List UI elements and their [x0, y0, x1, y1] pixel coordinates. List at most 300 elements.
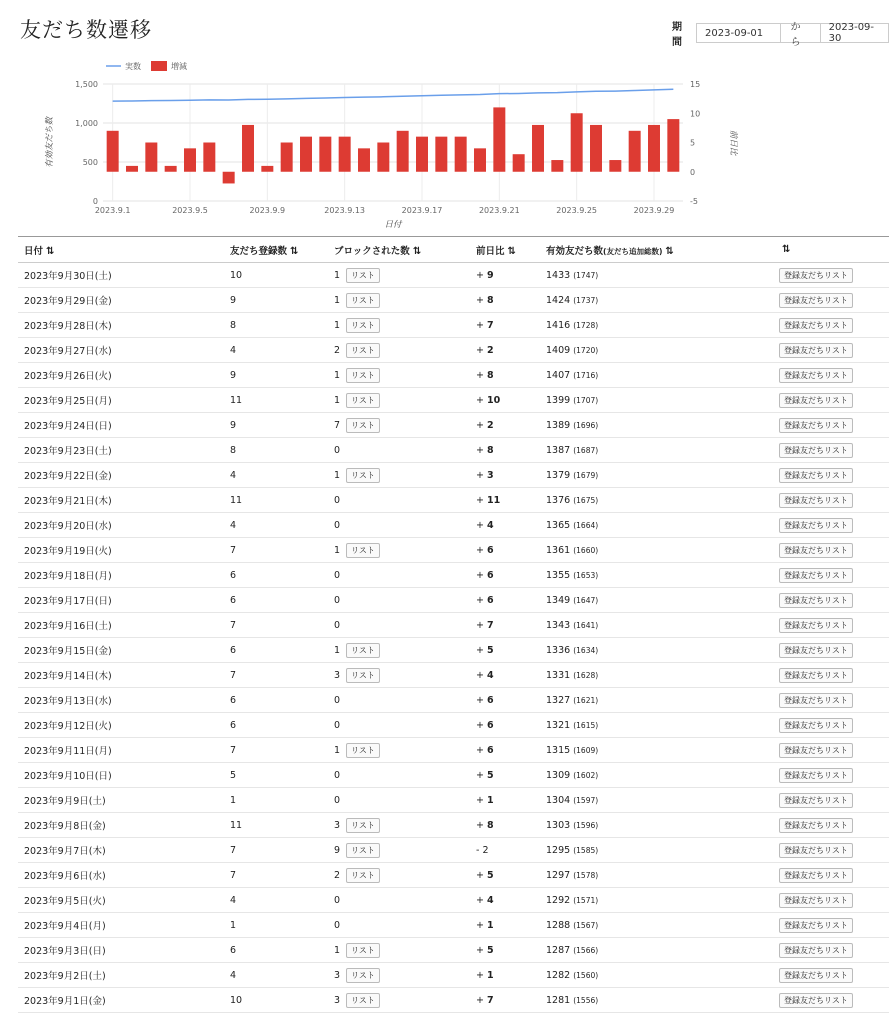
chart-bar	[590, 125, 602, 172]
cell-valid	[540, 988, 773, 1013]
friends-table	[18, 236, 889, 1013]
cell-actions	[773, 388, 889, 413]
cell-date: 2023年9月22日(金)	[18, 463, 224, 488]
chart-bar	[532, 125, 544, 172]
blocked-count: 0	[334, 519, 341, 531]
cell-diff	[470, 288, 540, 313]
friends-list-button[interactable]: 登録友だちリスト	[779, 943, 853, 958]
total-added: (1634)	[573, 645, 599, 655]
cell-valid	[540, 688, 773, 713]
header-date-label: 日付	[24, 245, 44, 257]
blocked-list-button[interactable]: リスト	[346, 543, 380, 558]
chart-bar	[242, 125, 254, 172]
friends-list-button[interactable]: 登録友だちリスト	[779, 418, 853, 433]
cell-valid	[540, 663, 773, 688]
cell-registrations: 7	[224, 538, 328, 563]
blocked-count: 3	[334, 819, 341, 831]
cell-actions	[773, 738, 889, 763]
header-registrations[interactable]	[224, 237, 328, 263]
blocked-list-button[interactable]: リスト	[346, 818, 380, 833]
cell-registrations: 4	[224, 463, 328, 488]
cell-valid	[540, 863, 773, 888]
blocked-count: 0	[334, 794, 341, 806]
blocked-list-button[interactable]: リスト	[346, 293, 380, 308]
valid-count: 1407	[546, 369, 571, 381]
cell-blocked	[328, 438, 470, 463]
blocked-count: 1	[334, 469, 341, 481]
friends-list-button[interactable]: 登録友だちリスト	[779, 968, 853, 983]
total-added: (1560)	[573, 970, 599, 980]
sort-icon[interactable]: ⇅	[412, 245, 422, 257]
blocked-list-button[interactable]: リスト	[346, 968, 380, 983]
diff-value: 11	[487, 494, 501, 506]
total-added: (1621)	[573, 695, 599, 705]
blocked-list-button[interactable]: リスト	[346, 368, 380, 383]
cell-diff	[470, 413, 540, 438]
blocked-count: 3	[334, 669, 341, 681]
diff-sign: +	[476, 319, 484, 331]
cell-blocked	[328, 863, 470, 888]
table-row	[18, 863, 889, 888]
cell-diff	[470, 938, 540, 963]
friends-list-button[interactable]: 登録友だちリスト	[779, 818, 853, 833]
cell-blocked	[328, 788, 470, 813]
header-registrations-label: 友だち登録数	[230, 245, 288, 257]
cell-registrations: 7	[224, 838, 328, 863]
header-blocked-label: ブロックされた数	[334, 245, 410, 257]
diff-sign: +	[476, 444, 484, 456]
valid-count: 1409	[546, 344, 571, 356]
cell-diff	[470, 813, 540, 838]
blocked-list-button[interactable]: リスト	[346, 418, 380, 433]
cell-date: 2023年9月29日(金)	[18, 288, 224, 313]
cell-valid	[540, 588, 773, 613]
diff-sign: +	[476, 294, 484, 306]
blocked-count: 0	[334, 894, 341, 906]
diff-value: 6	[487, 594, 494, 606]
friends-list-button[interactable]: 登録友だちリスト	[779, 718, 853, 733]
valid-count: 1399	[546, 394, 571, 406]
diff-sign: +	[476, 394, 484, 406]
cell-actions	[773, 663, 889, 688]
table-row	[18, 813, 889, 838]
diff-value: 1	[487, 969, 494, 981]
friends-list-button[interactable]: 登録友だちリスト	[779, 793, 853, 808]
cell-date: 2023年9月3日(日)	[18, 938, 224, 963]
friends-list-button[interactable]: 登録友だちリスト	[779, 643, 853, 658]
date-to-input[interactable]: 2023-09-30	[820, 23, 889, 43]
cell-diff	[470, 963, 540, 988]
diff-value: 10	[487, 394, 501, 406]
cell-date: 2023年9月24日(日)	[18, 413, 224, 438]
cell-blocked	[328, 663, 470, 688]
total-added: (1647)	[573, 595, 599, 605]
valid-count: 1281	[546, 994, 571, 1006]
friends-list-button[interactable]: 登録友だちリスト	[779, 518, 853, 533]
cell-actions	[773, 763, 889, 788]
cell-date: 2023年9月1日(金)	[18, 988, 224, 1013]
table-row	[18, 688, 889, 713]
cell-blocked	[328, 913, 470, 938]
valid-count: 1303	[546, 819, 571, 831]
total-added: (1602)	[573, 770, 599, 780]
cell-date: 2023年9月12日(火)	[18, 713, 224, 738]
chart-bar	[474, 148, 486, 171]
friends-list-button[interactable]: 登録友だちリスト	[779, 318, 853, 333]
chart-bar	[551, 160, 563, 172]
total-added: (1747)	[573, 270, 599, 280]
cell-valid	[540, 463, 773, 488]
cell-registrations: 7	[224, 738, 328, 763]
blocked-count: 0	[334, 769, 341, 781]
blocked-count: 1	[334, 744, 341, 756]
friends-list-button[interactable]: 登録友だちリスト	[779, 368, 853, 383]
friends-list-button[interactable]: 登録友だちリスト	[779, 743, 853, 758]
cell-date: 2023年9月15日(金)	[18, 638, 224, 663]
valid-count: 1288	[546, 919, 571, 931]
cell-registrations: 10	[224, 263, 328, 288]
cell-actions	[773, 788, 889, 813]
valid-count: 1349	[546, 594, 571, 606]
cell-blocked	[328, 338, 470, 363]
cell-blocked	[328, 488, 470, 513]
friends-list-button[interactable]: 登録友だちリスト	[779, 268, 853, 283]
cell-date: 2023年9月6日(水)	[18, 863, 224, 888]
cell-valid	[540, 838, 773, 863]
cell-valid	[540, 613, 773, 638]
diff-value: 6	[487, 744, 494, 756]
blocked-count: 1	[334, 319, 341, 331]
friends-list-button[interactable]: 登録友だちリスト	[779, 893, 853, 908]
valid-count: 1321	[546, 719, 571, 731]
chart-bar	[107, 131, 119, 172]
diff-value: 1	[487, 794, 494, 806]
date-from-input[interactable]: 2023-09-01	[696, 23, 781, 43]
valid-count: 1424	[546, 294, 571, 306]
table-row	[18, 488, 889, 513]
blocked-list-button[interactable]: リスト	[346, 943, 380, 958]
cell-actions	[773, 438, 889, 463]
valid-count: 1315	[546, 744, 571, 756]
total-added: (1628)	[573, 670, 599, 680]
cell-valid	[540, 338, 773, 363]
legend-bar-swatch	[151, 61, 167, 71]
cell-registrations: 8	[224, 313, 328, 338]
cell-actions	[773, 713, 889, 738]
diff-sign: +	[476, 469, 484, 481]
cell-date: 2023年9月25日(月)	[18, 388, 224, 413]
friends-list-button[interactable]: 登録友だちリスト	[779, 993, 853, 1008]
x-tick-label: 2023.9.29	[633, 206, 675, 215]
cell-blocked	[328, 688, 470, 713]
table-row	[18, 563, 889, 588]
chart-bar	[667, 119, 679, 172]
y-right-tick-label: 15	[690, 80, 701, 89]
total-added: (1707)	[573, 395, 599, 405]
table-row	[18, 788, 889, 813]
cell-valid	[540, 888, 773, 913]
cell-valid	[540, 313, 773, 338]
cell-actions	[773, 888, 889, 913]
valid-count: 1433	[546, 269, 571, 281]
diff-sign: +	[476, 919, 484, 931]
cell-registrations: 6	[224, 713, 328, 738]
cell-registrations: 1	[224, 913, 328, 938]
cell-valid	[540, 263, 773, 288]
cell-actions	[773, 963, 889, 988]
cell-actions	[773, 838, 889, 863]
blocked-list-button[interactable]: リスト	[346, 743, 380, 758]
table-row	[18, 913, 889, 938]
legend-label: 増減	[171, 62, 187, 71]
table-row	[18, 513, 889, 538]
cell-date: 2023年9月10日(日)	[18, 763, 224, 788]
cell-blocked	[328, 763, 470, 788]
blocked-list-button[interactable]: リスト	[346, 843, 380, 858]
friends-list-button[interactable]: 登録友だちリスト	[779, 618, 853, 633]
friends-list-button[interactable]: 登録友だちリスト	[779, 293, 853, 308]
diff-sign: +	[476, 544, 484, 556]
header-diff[interactable]	[470, 237, 540, 263]
cell-date: 2023年9月27日(水)	[18, 338, 224, 363]
cell-actions	[773, 338, 889, 363]
cell-actions	[773, 488, 889, 513]
cell-registrations: 6	[224, 563, 328, 588]
chart-bar	[223, 172, 235, 184]
cell-actions	[773, 613, 889, 638]
cell-registrations: 8	[224, 438, 328, 463]
friends-list-button[interactable]: 登録友だちリスト	[779, 668, 853, 683]
table-row	[18, 663, 889, 688]
friends-list-button[interactable]: 登録友だちリスト	[779, 493, 853, 508]
chart-bar	[145, 143, 157, 172]
sort-icon[interactable]: ⇅	[46, 245, 55, 257]
cell-actions	[773, 363, 889, 388]
cell-blocked	[328, 938, 470, 963]
cell-valid	[540, 713, 773, 738]
cell-date: 2023年9月14日(木)	[18, 663, 224, 688]
cell-blocked	[328, 613, 470, 638]
friends-list-button[interactable]: 登録友だちリスト	[779, 568, 853, 583]
diff-value: 7	[487, 319, 494, 331]
header-valid[interactable]	[540, 237, 773, 263]
cell-actions	[773, 688, 889, 713]
diff-sign: +	[476, 769, 484, 781]
cell-blocked	[328, 388, 470, 413]
header-blocked[interactable]	[328, 237, 470, 263]
friends-list-button[interactable]: 登録友だちリスト	[779, 918, 853, 933]
chart-bar	[609, 160, 621, 172]
cell-valid	[540, 938, 773, 963]
cell-date: 2023年9月21日(木)	[18, 488, 224, 513]
total-added: (1675)	[573, 495, 599, 505]
blocked-count: 1	[334, 644, 341, 656]
table-row	[18, 763, 889, 788]
friends-list-button[interactable]: 登録友だちリスト	[779, 768, 853, 783]
cell-valid	[540, 813, 773, 838]
cell-valid	[540, 763, 773, 788]
cell-registrations: 1	[224, 788, 328, 813]
diff-sign: +	[476, 519, 484, 531]
y-left-tick-label: 500	[82, 158, 98, 167]
total-added: (1585)	[573, 845, 599, 855]
cell-blocked	[328, 838, 470, 863]
diff-sign: -	[476, 844, 480, 856]
sort-icon[interactable]: ⇅	[665, 245, 674, 257]
valid-count: 1376	[546, 494, 571, 506]
sort-icon[interactable]: ⇅	[782, 244, 791, 255]
total-added: (1578)	[573, 870, 599, 880]
sort-icon[interactable]: ⇅	[290, 245, 299, 257]
cell-actions	[773, 813, 889, 838]
x-tick-label: 2023.9.9	[249, 206, 286, 215]
total-added: (1596)	[573, 820, 599, 830]
diff-value: 8	[487, 294, 494, 306]
friends-list-button[interactable]: 登録友だちリスト	[779, 868, 853, 883]
total-added: (1556)	[573, 995, 599, 1005]
friends-list-button[interactable]: 登録友だちリスト	[779, 443, 853, 458]
cell-blocked	[328, 713, 470, 738]
cell-valid	[540, 513, 773, 538]
cell-date: 2023年9月4日(月)	[18, 913, 224, 938]
cell-registrations: 9	[224, 363, 328, 388]
total-added: (1609)	[573, 745, 599, 755]
diff-value: 4	[487, 519, 494, 531]
cell-diff	[470, 613, 540, 638]
cell-diff	[470, 438, 540, 463]
cell-diff	[470, 988, 540, 1013]
cell-diff	[470, 763, 540, 788]
blocked-list-button[interactable]: リスト	[346, 643, 380, 658]
chart-bar	[648, 125, 660, 172]
total-added: (1728)	[573, 320, 599, 330]
cell-registrations: 4	[224, 963, 328, 988]
table-row	[18, 613, 889, 638]
diff-value: 4	[487, 894, 494, 906]
diff-sign: +	[476, 619, 484, 631]
valid-count: 1304	[546, 794, 571, 806]
chart-bar	[571, 113, 583, 172]
total-added: (1567)	[573, 920, 599, 930]
diff-sign: +	[476, 344, 484, 356]
cell-registrations: 6	[224, 638, 328, 663]
period-separator: から	[781, 23, 820, 43]
diff-value: 6	[487, 694, 494, 706]
x-tick-label: 2023.9.1	[94, 206, 131, 215]
blocked-count: 0	[334, 919, 341, 931]
table-row	[18, 388, 889, 413]
sort-icon[interactable]: ⇅	[507, 245, 516, 257]
cell-blocked	[328, 988, 470, 1013]
chart-bar	[397, 131, 409, 172]
blocked-list-button[interactable]: リスト	[346, 268, 380, 283]
friends-list-button[interactable]: 登録友だちリスト	[779, 693, 853, 708]
cell-diff	[470, 588, 540, 613]
friends-list-button[interactable]: 登録友だちリスト	[779, 393, 853, 408]
cell-actions	[773, 938, 889, 963]
header-date[interactable]	[18, 237, 224, 263]
header-actions[interactable]	[773, 237, 889, 263]
friends-list-button[interactable]: 登録友だちリスト	[779, 543, 853, 558]
blocked-count: 1	[334, 944, 341, 956]
diff-value: 2	[482, 844, 489, 856]
period-label: 期間	[672, 22, 682, 48]
cell-registrations: 5	[224, 763, 328, 788]
blocked-list-button[interactable]: リスト	[346, 318, 380, 333]
friends-list-button[interactable]: 登録友だちリスト	[779, 343, 853, 358]
y-right-tick-label: 10	[690, 109, 701, 119]
diff-sign: +	[476, 744, 484, 756]
cell-diff	[470, 738, 540, 763]
valid-count: 1355	[546, 569, 571, 581]
x-tick-label: 2023.9.5	[172, 206, 208, 215]
valid-count: 1343	[546, 619, 571, 631]
cell-diff	[470, 363, 540, 388]
blocked-list-button[interactable]: リスト	[346, 993, 380, 1008]
blocked-count: 0	[334, 719, 341, 731]
x-tick-label: 2023.9.21	[478, 206, 520, 215]
diff-value: 2	[487, 419, 494, 431]
cell-blocked	[328, 738, 470, 763]
friends-list-button[interactable]: 登録友だちリスト	[779, 468, 853, 483]
header-diff-label: 前日比	[476, 245, 505, 257]
cell-diff	[470, 888, 540, 913]
cell-date: 2023年9月20日(水)	[18, 513, 224, 538]
chart-bar	[319, 137, 331, 172]
cell-registrations: 4	[224, 888, 328, 913]
blocked-list-button[interactable]: リスト	[346, 468, 380, 483]
cell-actions	[773, 913, 889, 938]
cell-blocked	[328, 638, 470, 663]
header-valid-label: 有効友だち数	[546, 245, 604, 257]
valid-count: 1297	[546, 869, 571, 881]
diff-sign: +	[476, 819, 484, 831]
chart-bar	[493, 107, 505, 171]
blocked-list-button[interactable]: リスト	[346, 668, 380, 683]
blocked-count: 1	[334, 269, 341, 281]
cell-date: 2023年9月28日(木)	[18, 313, 224, 338]
friends-list-button[interactable]: 登録友だちリスト	[779, 843, 853, 858]
blocked-list-button[interactable]: リスト	[346, 343, 380, 358]
cell-blocked	[328, 538, 470, 563]
cell-diff	[470, 863, 540, 888]
cell-date: 2023年9月5日(火)	[18, 888, 224, 913]
cell-valid	[540, 788, 773, 813]
table-row	[18, 363, 889, 388]
chart-bar	[281, 143, 293, 172]
friends-list-button[interactable]: 登録友だちリスト	[779, 593, 853, 608]
cell-valid	[540, 363, 773, 388]
cell-valid	[540, 738, 773, 763]
valid-count: 1389	[546, 419, 571, 431]
diff-sign: +	[476, 719, 484, 731]
chart-bar	[126, 166, 138, 172]
blocked-count: 7	[334, 419, 341, 431]
total-added: (1566)	[573, 945, 599, 955]
cell-registrations: 6	[224, 938, 328, 963]
cell-actions	[773, 988, 889, 1013]
table-row	[18, 588, 889, 613]
total-added: (1716)	[573, 370, 599, 380]
blocked-list-button[interactable]: リスト	[346, 393, 380, 408]
x-tick-label: 2023.9.17	[401, 206, 443, 215]
cell-registrations: 7	[224, 663, 328, 688]
cell-blocked	[328, 313, 470, 338]
blocked-list-button[interactable]: リスト	[346, 868, 380, 883]
cell-valid	[540, 413, 773, 438]
valid-count: 1331	[546, 669, 571, 681]
blocked-count: 0	[334, 569, 341, 581]
